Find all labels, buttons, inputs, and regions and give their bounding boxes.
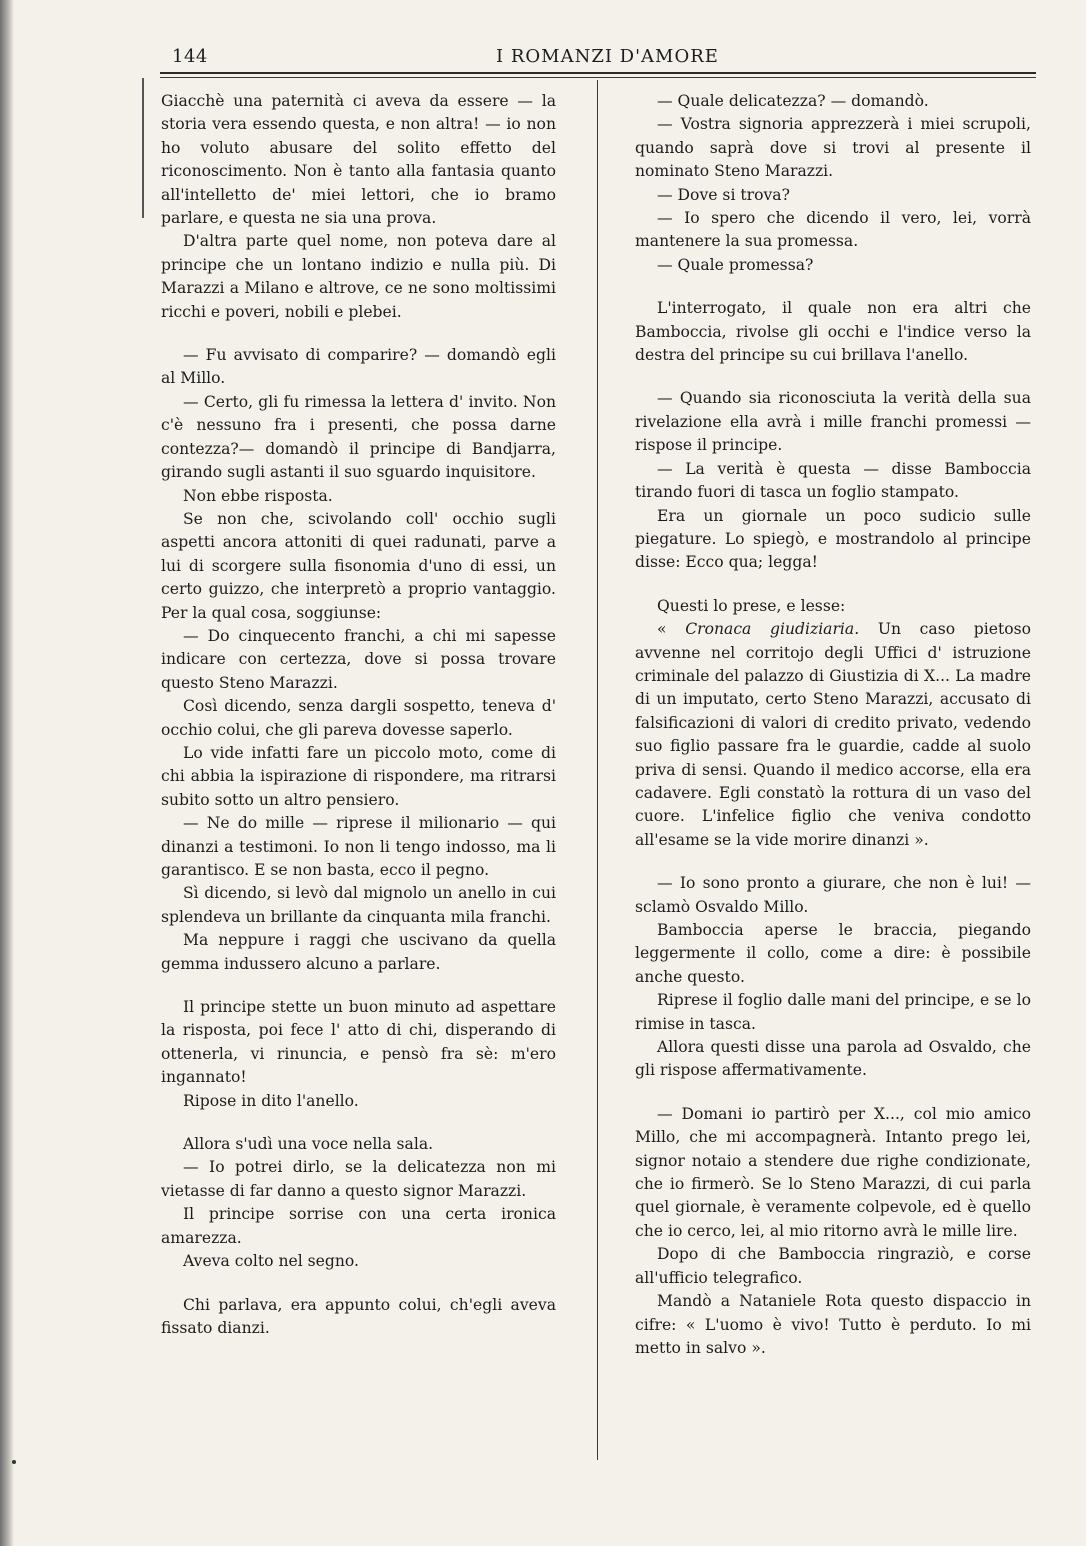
paragraph: Se non che, scivolando coll' occhio sugli aspetti ancora attoniti di quei radunati, parve a lui di scorgere sulla fisonomia d'uno di essi, un certo guizzo, che interpretò a proprio vantaggio. Per la qual cosa, soggiunse: xyxy=(161,509,556,622)
paragraph: Non ebbe risposta. xyxy=(183,486,333,505)
right-column xyxy=(635,90,1031,1360)
paragraph: — Io potrei dirlo, se la delicatezza non mi vietasse di far danno a questo signor Marazzi. xyxy=(161,1158,556,1200)
paragraph: Il principe sorrise con una certa ironica amarezza. xyxy=(161,1205,556,1247)
paragraph: Questi lo prese, e lesse: xyxy=(657,596,846,615)
paragraph: — Quale delicatezza? — domandò. xyxy=(657,92,929,110)
paragraph: — Quale promessa? xyxy=(657,255,814,274)
page-header xyxy=(170,40,1032,70)
paragraph: Così dicendo, senza dargli sospetto, teneva d' occhio colui, che gli pareva dovesse saperlo. xyxy=(161,697,556,739)
paragraph: Era un giornale un poco sudicio sulle piegature. Lo spiegò, e mostrandolo al principe disse: Ecco qua; legga! xyxy=(635,506,1031,572)
paragraph: — Io sono pronto a giurare, che non è lui! — sclamò Osvaldo Millo. xyxy=(635,874,1031,916)
paragraph: — Certo, gli fu rimessa la lettera d' invito. Non c'è nessuno fra i presenti, che possa darne contezza?— domandò il principe di Bandjarra, girando sugli astanti il suo sguardo inquisitore. xyxy=(161,392,556,482)
header-rule-thin xyxy=(160,77,1036,78)
paragraph: D'altra parte quel nome, non poteva dare al principe che un lontano indizio e nulla più. Di Marazzi a Milano e altrove, ce ne sono moltissimi ricchi e poveri, nobili e plebei. xyxy=(161,232,556,321)
page-number: 144 xyxy=(172,46,208,67)
paragraph: Chi parlava, era appunto colui, ch'egli aveva fissato dianzi. xyxy=(161,1295,556,1337)
paragraph: L'interrogato, il quale non era altri che Bamboccia, rivolse gli occhi e l'indice verso la destra del principe su cui brillava l'anello. xyxy=(635,299,1031,365)
paragraph: Bamboccia aperse le braccia, piegando leggermente il collo, come a dire: è possibile anche questo. xyxy=(635,921,1031,986)
paragraph: Dopo di che Bamboccia ringraziò, e corse all'ufficio telegrafico. xyxy=(635,1245,1031,1287)
paragraph: Mandò a Nataniele Rota questo dispaccio in cifre: « L'uomo è vivo! Tutto è perduto. Io mi metto in salvo ». xyxy=(635,1292,1031,1357)
paragraph: Il principe stette un buon minuto ad aspettare la risposta, poi fece l' atto di chi, disperando di ottenerla, vi rinuncia, e pensò fra sè: m'ero ingannato! xyxy=(161,998,556,1087)
page-binding-shadow xyxy=(0,0,14,1546)
quote-open-mark: « xyxy=(657,620,667,639)
paragraph: — Dove si trova? xyxy=(657,185,790,204)
margin-pencil-mark xyxy=(142,78,144,218)
paragraph: — Ne do mille — riprese il milionario — qui dinanzi a testimoni. Io non li tengo indosso, ma li garantisco. E se non basta, ecco il pegno. xyxy=(161,814,556,879)
paragraph: Riprese il foglio dalle mani del principe, e se lo rimise in tasca. xyxy=(635,991,1031,1033)
paragraph: — Io spero che dicendo il vero, lei, vorrà mantenere la sua promessa. xyxy=(635,209,1031,251)
newspaper-quote xyxy=(635,618,1031,852)
paragraph: — Domani io partirò per X..., col mio amico Millo, che mi accompagnerà. Intanto prego lei, signor notaio a stendere due righe condizionate, che io firmerò. Se lo Steno Marazzi, di cui parla quel giornale, è veramente colpevole, ed è quello che io cerco, lei, al mio ritorno avrà le mille lire. xyxy=(635,1104,1031,1240)
paragraph: — Quando sia riconosciuta la verità della sua rivelazione ella avrà i mille franchi promessi — rispose il principe. xyxy=(635,389,1031,455)
column-divider xyxy=(597,80,598,1460)
left-column xyxy=(161,90,556,1340)
running-title: I ROMANZI D'AMORE xyxy=(496,46,719,67)
quote-body: Un caso pietoso avvenne nel corritojo degli Uffici d' istruzione criminale del palazzo di Giustizia di X... La madre di un imputato, certo Steno Marazzi, accusato di falsificazioni di valori di credito privato, vedendo suo figlio passare fra le guardie, cadde al suolo priva di sensi. Quando il medico accorse, ella era cadavere. Egli constatò la rottura di un vaso del cuore. L'infelice figlio che veniva condotto all'esame se la vide morire dinanzi ». xyxy=(635,620,1031,849)
paragraph: — Vostra signoria apprezzerà i miei scrupoli, quando saprà dove si trovi al presente il nominato Steno Marazzi. xyxy=(635,115,1031,181)
paragraph: Allora questi disse una parola ad Osvaldo, che gli rispose affermativamente. xyxy=(635,1038,1031,1080)
paragraph: Allora s'udì una voce nella sala. xyxy=(183,1135,434,1154)
paragraph: Ma neppure i raggi che uscivano da quella gemma indussero alcuno a parlare. xyxy=(161,931,556,973)
paragraph: — Fu avvisato di comparire? — domandò egli al Millo. xyxy=(161,346,556,388)
header-rule xyxy=(160,72,1036,74)
paragraph: Aveva colto nel segno. xyxy=(183,1252,359,1271)
ink-speck xyxy=(12,1460,16,1464)
paragraph: Ripose in dito l'anello. xyxy=(183,1091,359,1110)
paragraph: Sì dicendo, si levò dal mignolo un anello in cui splendeva un brillante da cinquanta mila franchi. xyxy=(161,884,556,926)
paragraph: — La verità è questa — disse Bamboccia tirando fuori di tasca un foglio stampato. xyxy=(635,459,1031,502)
paragraph: Lo vide infatti fare un piccolo moto, come di chi abbia la ispirazione di rispondere, ma ritrarsi subito sotto un altro pensiero. xyxy=(161,743,556,809)
quote-title: Cronaca giudiziaria. xyxy=(685,620,860,639)
paragraph: Giacchè una paternità ci aveva da essere — la storia vera essendo questa, e non altra! — io non ho voluto abusare del solito effetto del riconoscimento. Non è tanto alla fantasia quanto all'intelletto de' miei lettori, che io bramo parlare, e questa ne sia una prova. xyxy=(161,92,556,228)
paragraph: — Do cinquecento franchi, a chi mi sapesse indicare con certezza, dove si possa trovare questo Steno Marazzi. xyxy=(161,626,556,692)
